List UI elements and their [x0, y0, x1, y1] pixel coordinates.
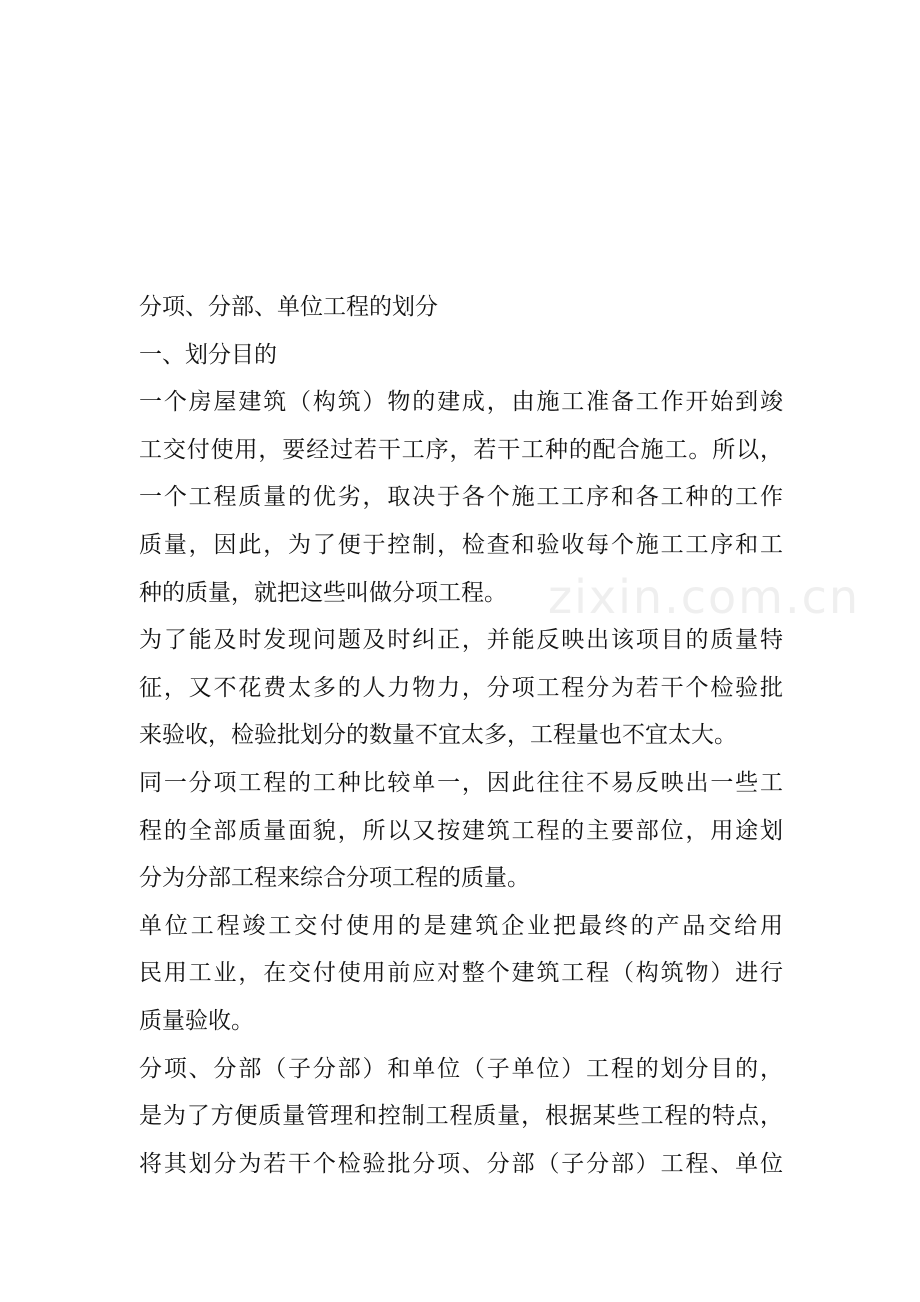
paragraph-5 [139, 1046, 783, 1189]
paragraph-line: 征，又不花费太多的人力物力，分项工程分为若干个检验批 [139, 674, 783, 701]
paragraph-line: 民用工业，在交付使用前应对整个建筑工程（构筑物）进行 [139, 960, 783, 987]
paragraph-1 [139, 379, 783, 617]
paragraph-line: 将其划分为若干个检验批分项、分部（子分部）工程、单位 [139, 1150, 783, 1177]
paragraph-line: 分为分部工程来综合分项工程的质量。 [139, 865, 530, 892]
paragraph-line: 来验收，检验批划分的数量不宜太多，工程量也不宜太大。 [139, 722, 737, 749]
paragraph-line: 为了能及时发现问题及时纠正，并能反映出该项目的质量特 [139, 627, 783, 654]
paragraph-line: 工交付使用，要经过若干工序，若干工种的配合施工。所以， [139, 436, 783, 463]
paragraph-line: 质量验收。 [139, 1007, 254, 1034]
watermark: zixin.com.cn [548, 570, 861, 624]
paragraph-line: 一个房屋建筑（构筑）物的建成，由施工准备工作开始到竣 [139, 389, 783, 416]
paragraph-2 [139, 617, 783, 760]
paragraph-line: 分项、分部（子分部）和单位（子单位）工程的划分目的， [139, 1055, 783, 1082]
paragraph-line: 是为了方便质量管理和控制工程质量，根据某些工程的特点， [139, 1103, 783, 1130]
paragraph-line: 程的全部质量面貌，所以又按建筑工程的主要部位，用途划 [139, 817, 783, 844]
document-body [139, 284, 783, 1188]
paragraph-line: 一个工程质量的优劣，取决于各个施工工序和各工种的工作 [139, 484, 783, 511]
paragraph-4 [139, 903, 783, 1046]
paragraph-line: 单位工程竣工交付使用的是建筑企业把最终的产品交给用 [139, 912, 783, 939]
paragraph-3 [139, 760, 783, 903]
paragraph-line: 种的质量，就把这些叫做分项工程。 [139, 579, 507, 606]
paragraph-line: 同一分项工程的工种比较单一，因此往往不易反映出一些工 [139, 769, 783, 796]
section-heading: 一、划分目的 [139, 341, 277, 368]
document-title: 分项、分部、单位工程的划分 [139, 294, 438, 320]
paragraph-line: 质量，因此，为了便于控制，检查和验收每个施工工序和工 [139, 531, 783, 558]
